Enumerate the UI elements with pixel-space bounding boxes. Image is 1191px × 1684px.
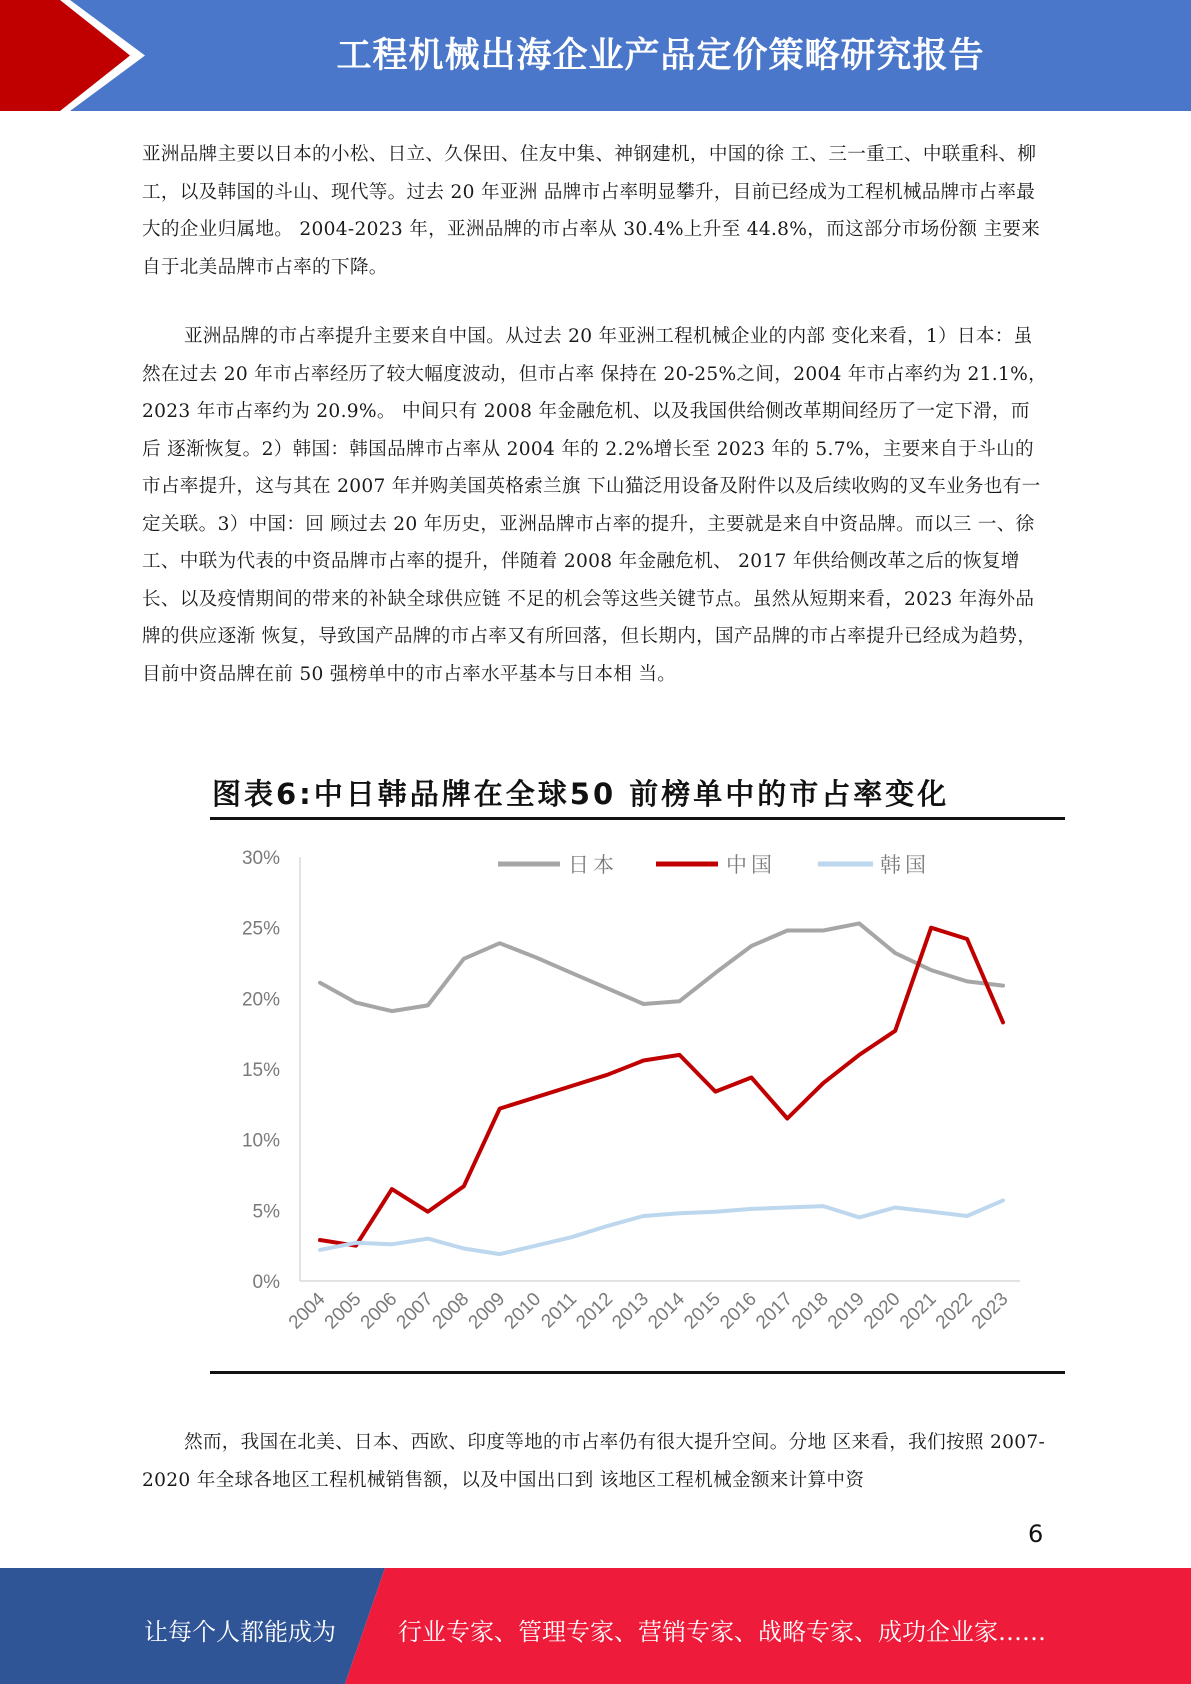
x-tick-label: 2004	[284, 1288, 330, 1334]
chart-legend	[498, 853, 930, 877]
y-tick-label: 15%	[241, 1060, 280, 1081]
x-tick-label: 2013	[608, 1288, 654, 1334]
x-tick-label: 2012	[572, 1288, 618, 1334]
figure-bottom-rule	[210, 1371, 1065, 1374]
x-tick-label: 2006	[356, 1288, 402, 1334]
x-tick-label: 2011	[537, 1288, 582, 1333]
report-title: 工程机械出海企业产品定价策略研究报告	[336, 36, 985, 76]
x-tick-label: 2010	[500, 1288, 546, 1334]
x-tick-label: 2019	[823, 1288, 869, 1334]
footer-slogan-left: 让每个人都能成为	[144, 1618, 336, 1646]
paragraph-3: 然而，我国在北美、日本、西欧、印度等地的市占率仍有很大提升空间。分地 区来看，我们按照 2007-2020 年全球各地区工程机械销售额，以及中国出口到 该地区工程机械金额来计算中资	[142, 1432, 1046, 1491]
y-tick-label: 0%	[252, 1272, 280, 1293]
legend-label-korea: 韩国	[880, 853, 930, 877]
y-tick-label: 20%	[241, 989, 280, 1011]
x-tick-label: 2017	[752, 1288, 797, 1334]
x-tick-label: 2009	[464, 1288, 510, 1334]
x-tick-label: 2021	[895, 1288, 941, 1334]
legend-label-china: 中国	[726, 853, 776, 877]
footer-slogan-right: 行业专家、管理专家、营销专家、战略专家、成功企业家……	[398, 1618, 1046, 1646]
x-tick-label: 2023	[967, 1288, 1013, 1334]
x-tick-label: 2007	[392, 1288, 438, 1334]
x-tick-label: 2014	[644, 1288, 690, 1334]
figure-title: 图表6:中日韩品牌在全球50 前榜单中的市占率变化	[212, 777, 950, 811]
y-tick-label: 10%	[241, 1130, 280, 1152]
x-tick-label: 2018	[788, 1288, 833, 1334]
series-line-china	[320, 928, 1003, 1246]
x-tick-label: 2005	[320, 1288, 366, 1334]
paragraph-2: 亚洲品牌的市占率提升主要来自中国。从过去 20 年亚洲工程机械企业的内部 变化来看，1）日本：虽然在过去 20 年市占率经历了较大幅度波动，但市占率 保持在 20-25%之间，2004 年市占率约为 21.1%，2023 年市占率约为 20.9%。 中间只有 2008 年金融危机、以及我国供给侧改革期间经历了一定下滑，而后 逐渐恢复。2）韩国：韩国品牌市占率从 2004 年的 2.2%增长至 2023 年的 5.7%，主要来自于斗山的市占率提升，这与其在 2007 年并购美国英格索兰旗 下山猫泛用设备及附件以及后续收购的叉车业务也有一定关联。3）中国：回 顾过去 20 年历史，亚洲品牌市占率的提升，主要就是来自中资品牌。而以三 一、徐工、中联为代表的中资品牌市占率的提升，伴随着 2008 年金融危机、 2017 年供给侧改革之后的恢复增长、以及疫情期间的带来的补缺全球供应链 不足的机会等这些关键节点。虽然从短期来看，2023 年海外品牌的供应逐渐 恢复，导致国产品牌的市占率又有所回落，但长期内，国产品牌的市占率提升已经成为趋势，目前中资品牌在前 50 强榜单中的市占率水平基本与日本相 当。	[142, 326, 1047, 685]
x-tick-label: 2016	[716, 1288, 761, 1334]
paragraph-1: 亚洲品牌主要以日本的小松、日立、久保田、住友中集、神钢建机，中国的徐 工、三一重工、中联重科、柳工，以及韩国的斗山、现代等。过去 20 年亚洲 品牌市占率明显攀升，目前已经成为工程机械品牌市占率最大的企业归属地。 2004-2023 年，亚洲品牌的市占率从 30.4%上升至 44.8%，而这部分市场份额 主要来自于北美品牌市占率的下降。	[142, 144, 1041, 278]
x-tick-label: 2008	[428, 1288, 474, 1334]
y-tick-label: 25%	[241, 918, 280, 940]
x-tick-label: 2022	[931, 1288, 977, 1334]
series-line-japan	[320, 923, 1003, 1011]
y-tick-label: 30%	[241, 848, 280, 869]
legend-label-japan: 日本	[568, 853, 618, 877]
x-tick-label: 2015	[680, 1288, 725, 1334]
x-tick-label: 2020	[859, 1288, 905, 1334]
page-number: 6	[1028, 1520, 1044, 1548]
y-tick-label: 5%	[252, 1201, 280, 1223]
